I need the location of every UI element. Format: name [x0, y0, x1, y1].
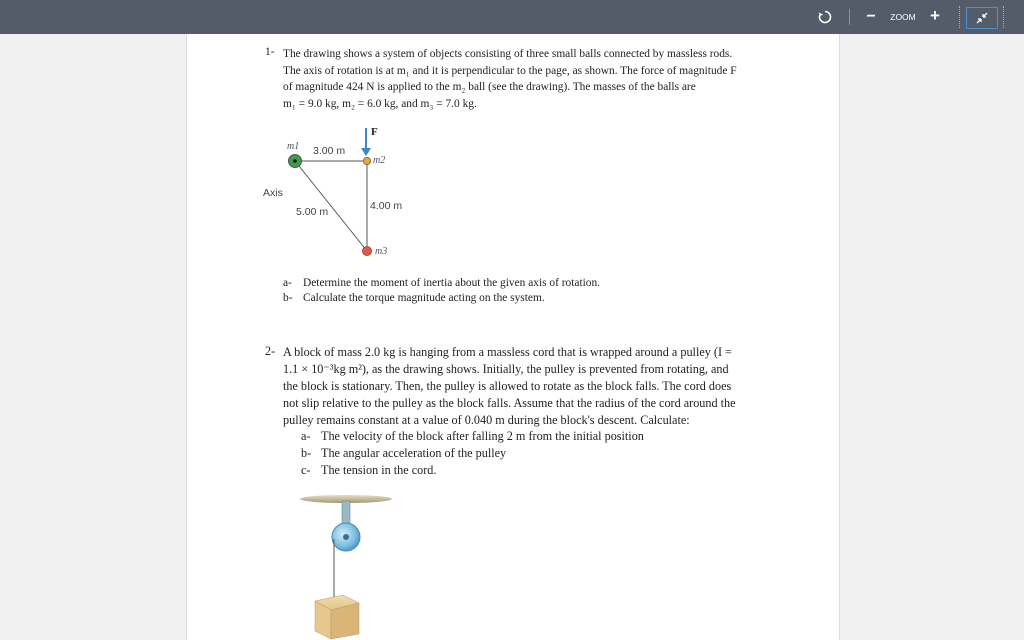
q2-part-a-letter: a-: [301, 429, 311, 443]
collapse-icon: [975, 11, 989, 25]
zoom-label: ZOOM: [890, 12, 916, 22]
q1-text: [283, 46, 783, 112]
label-m2: m2: [373, 155, 386, 166]
q2-line: the block is stationary. Then, the pulley is allowed to rotate as the block falls. The cord does: [283, 379, 732, 393]
q1-line: of magnitude 424 N is applied to the m₂ ball (see the drawing). The masses of the balls are: [283, 81, 696, 93]
ball-m3: [363, 247, 372, 256]
q1-part-a-letter: a-: [283, 277, 292, 289]
rotate-icon: [817, 9, 833, 25]
q2-line: not slip relative to the pulley as the block falls. Assume that the radius of the cord around the: [283, 396, 736, 410]
q1-line: The axis of rotation is at m₁ and it is perpendicular to the page, as shown. The force of magnitude F: [283, 64, 737, 77]
q1-part-b-text: Calculate the torque magnitude acting on the system.: [303, 292, 545, 304]
q1-line: The drawing shows a system of objects consisting of three small balls connected by massless rods.: [283, 48, 733, 60]
label-dist-13: 5.00 m: [296, 206, 329, 218]
axis-dot: [293, 159, 297, 163]
q2-part-c-letter: c-: [301, 463, 311, 477]
q1-line: m₁ = 9.0 kg, m₂ = 6.0 kg, and m₃ = 7.0 kg.: [283, 97, 477, 110]
label-m1: m1: [287, 141, 300, 152]
q2-line: pulley remains constant at a value of 0.040 m during the block's descent. Calculate:: [283, 413, 690, 427]
pulley-diagram: [297, 489, 417, 639]
label-dist-12: 3.00 m: [313, 145, 346, 157]
q2-line: A block of mass 2.0 kg is hanging from a massless cord that is wrapped around a pulley (I =: [283, 345, 732, 359]
rotate-button[interactable]: [815, 7, 835, 27]
label-dist-23: 4.00 m: [370, 200, 403, 212]
pulley-hub: [343, 534, 349, 540]
toolbar-divider: [959, 6, 960, 28]
label-m3: m3: [375, 246, 388, 257]
toolbar-divider-end: [1003, 6, 1004, 28]
q2-part-b-letter: b-: [301, 446, 312, 460]
label-axis: Axis: [263, 187, 283, 199]
q2-line: 1.1 × 10⁻³kg m²), as the drawing shows. Initially, the pulley is prevented from rotating, and: [283, 362, 729, 376]
q2-number: 2-: [265, 344, 276, 358]
viewer-toolbar: [0, 0, 1024, 34]
q2-text: [283, 344, 803, 429]
toolbar-separator: [849, 9, 850, 25]
collapse-button[interactable]: [966, 7, 998, 29]
ball-m2: [363, 157, 370, 164]
label-force: F: [371, 126, 378, 138]
q1-part-b-letter: b-: [283, 292, 293, 304]
q2-part-b-text: The angular acceleration of the pulley: [321, 446, 507, 460]
q2-part-a-text: The velocity of the block after falling 2 m from the initial position: [321, 429, 644, 443]
zoom-out-button[interactable]: −: [866, 8, 876, 25]
document-page: [186, 34, 840, 640]
q2-part-c-text: The tension in the cord.: [321, 463, 437, 477]
q1-part-a-text: Determine the moment of inertia about the given axis of rotation.: [303, 277, 601, 289]
q1-number: 1-: [265, 46, 275, 58]
zoom-in-button[interactable]: +: [930, 6, 940, 25]
force-arrow-head: [361, 148, 371, 156]
